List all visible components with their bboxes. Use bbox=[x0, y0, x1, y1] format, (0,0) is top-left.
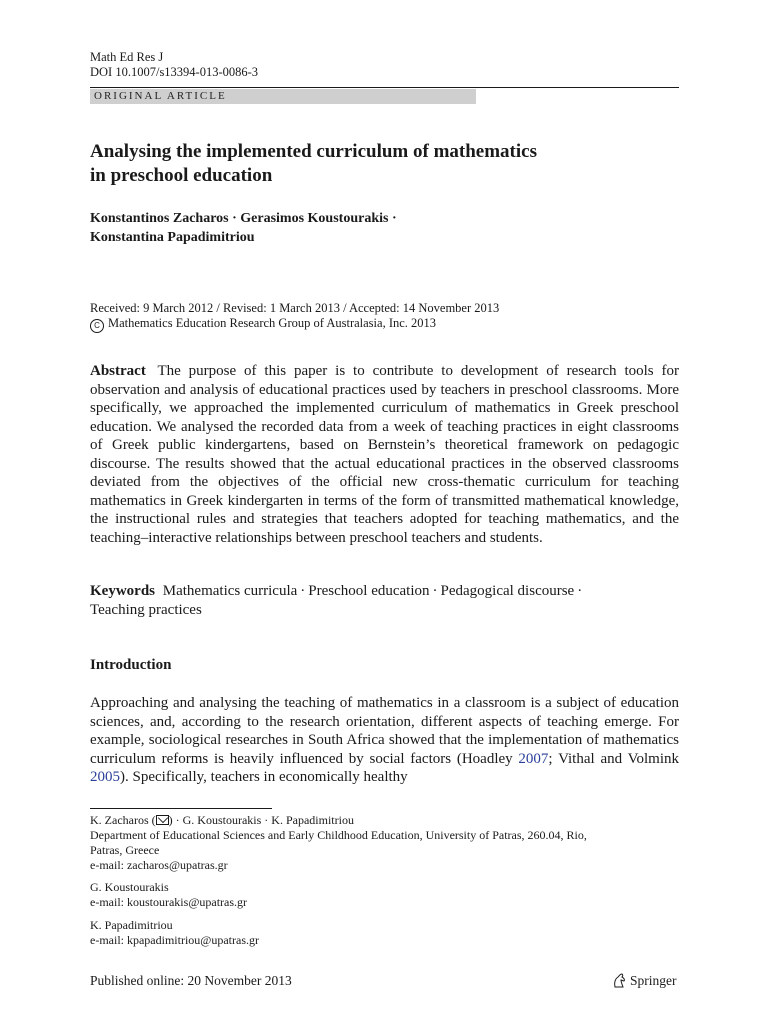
keywords bbox=[90, 582, 679, 619]
footnote-author-text: K. Zacharos ( bbox=[90, 813, 156, 827]
footnote-name: K. Papadimitriou bbox=[90, 918, 173, 932]
publisher-name: Springer bbox=[630, 973, 677, 988]
article-type: ORIGINAL ARTICLE bbox=[94, 90, 227, 102]
footnote-author-text: ) · G. Koustourakis · K. Papadimitriou bbox=[168, 813, 354, 827]
citation-link[interactable]: 2007 bbox=[518, 750, 549, 767]
article-type-bar bbox=[90, 89, 476, 104]
title-line-1: Analysing the implemented curriculum of mathematics bbox=[90, 141, 537, 162]
author-separator: · bbox=[232, 211, 237, 226]
author-3[interactable]: Konstantina Papadimitriou bbox=[90, 230, 255, 245]
affiliation-footnote-2 bbox=[90, 880, 679, 910]
affiliation-footnote-1 bbox=[90, 813, 679, 873]
intro-text: ; Vithal and Volmink bbox=[548, 750, 679, 767]
envelope-icon[interactable] bbox=[156, 815, 169, 825]
intro-text: Approaching and analysing the teaching of mathematics in a classroom is a subject of education sciences, and, according to the research orientation, different aspects of teaching emerge. For example, sociological researches in South Africa showed that the implementation of mathematics curriculum reforms is heavily influenced by social factors (Hoadley bbox=[90, 695, 679, 767]
affiliation-footnote-3 bbox=[90, 918, 679, 948]
footnote-department: Department of Educational Sciences and Early Childhood Education, University of Patras, 260.04, Rio, bbox=[90, 828, 587, 842]
author-2[interactable]: Gerasimos Koustourakis bbox=[240, 211, 389, 226]
copyright-line bbox=[90, 316, 436, 333]
footnote-name: G. Koustourakis bbox=[90, 880, 169, 894]
doi[interactable]: DOI 10.1007/s13394-013-0086-3 bbox=[90, 65, 259, 79]
footnote-place: Patras, Greece bbox=[90, 843, 160, 857]
published-date: Published online: 20 November 2013 bbox=[90, 973, 292, 988]
header-rule bbox=[90, 87, 679, 88]
citation-link[interactable]: 2005 bbox=[90, 769, 120, 785]
keyword-separator: · bbox=[432, 583, 438, 599]
history-dates: Received: 9 March 2012 / Revised: 1 March 2013 / Accepted: 14 November 2013 bbox=[90, 301, 500, 315]
paper-title bbox=[90, 140, 690, 188]
keywords-label: Keywords bbox=[90, 583, 155, 599]
abstract bbox=[90, 362, 679, 547]
keyword: Mathematics curricula bbox=[162, 583, 298, 599]
intro-text: ). Specifically, teachers in economically healthy bbox=[120, 769, 408, 785]
copyright-text: Mathematics Education Research Group of Australasia, Inc. 2013 bbox=[108, 316, 437, 330]
footnote-email[interactable]: e-mail: koustourakis@upatras.gr bbox=[90, 895, 248, 909]
copyright-icon: C bbox=[90, 319, 104, 333]
abstract-text: The purpose of this paper is to contribute to development of research tools for observation and analysis of educational practices used by teachers in preschool classrooms. More specifically, we approached the implemented curriculum of mathematics in Greek preschool education. We analysed the recorded data from a week of teaching practices in eight classrooms of Greek public kindergartens, based on Bernstein’s theoretical framework on pedagogic discourse. The results showed that the actual educational practices in the observed classrooms deviated from the objectives of the official new cross-thematic curriculum for teaching mathematics in Greek kindergarten in terms of the form of transmitted mathematical knowledge, the instructional rules and strategies that teachers adopted for teaching mathematics, and the teaching–interactive relationships between preschool teachers and students. bbox=[90, 363, 679, 546]
author-list bbox=[90, 209, 690, 247]
footnote-rule bbox=[90, 808, 272, 809]
springer-horse-icon bbox=[612, 973, 626, 989]
publisher-logo bbox=[612, 973, 677, 989]
journal-name: Math Ed Res J bbox=[90, 50, 164, 64]
footnote-email[interactable]: e-mail: zacharos@upatras.gr bbox=[90, 858, 228, 872]
keyword: Teaching practices bbox=[90, 601, 202, 618]
author-separator: · bbox=[391, 211, 397, 226]
introduction-paragraph bbox=[90, 694, 679, 787]
abstract-label: Abstract bbox=[90, 363, 146, 379]
keyword-separator: · bbox=[300, 583, 306, 599]
keyword: Pedagogical discourse bbox=[440, 583, 575, 599]
footnote-authors bbox=[90, 813, 679, 828]
footnote-email[interactable]: e-mail: kpapadimitriou@upatras.gr bbox=[90, 933, 260, 947]
title-line-2: in preschool education bbox=[90, 165, 273, 186]
section-heading-introduction: Introduction bbox=[90, 657, 172, 673]
keyword: Preschool education bbox=[308, 583, 430, 599]
keyword-separator: · bbox=[577, 583, 583, 599]
author-1[interactable]: Konstantinos Zacharos bbox=[90, 211, 229, 226]
